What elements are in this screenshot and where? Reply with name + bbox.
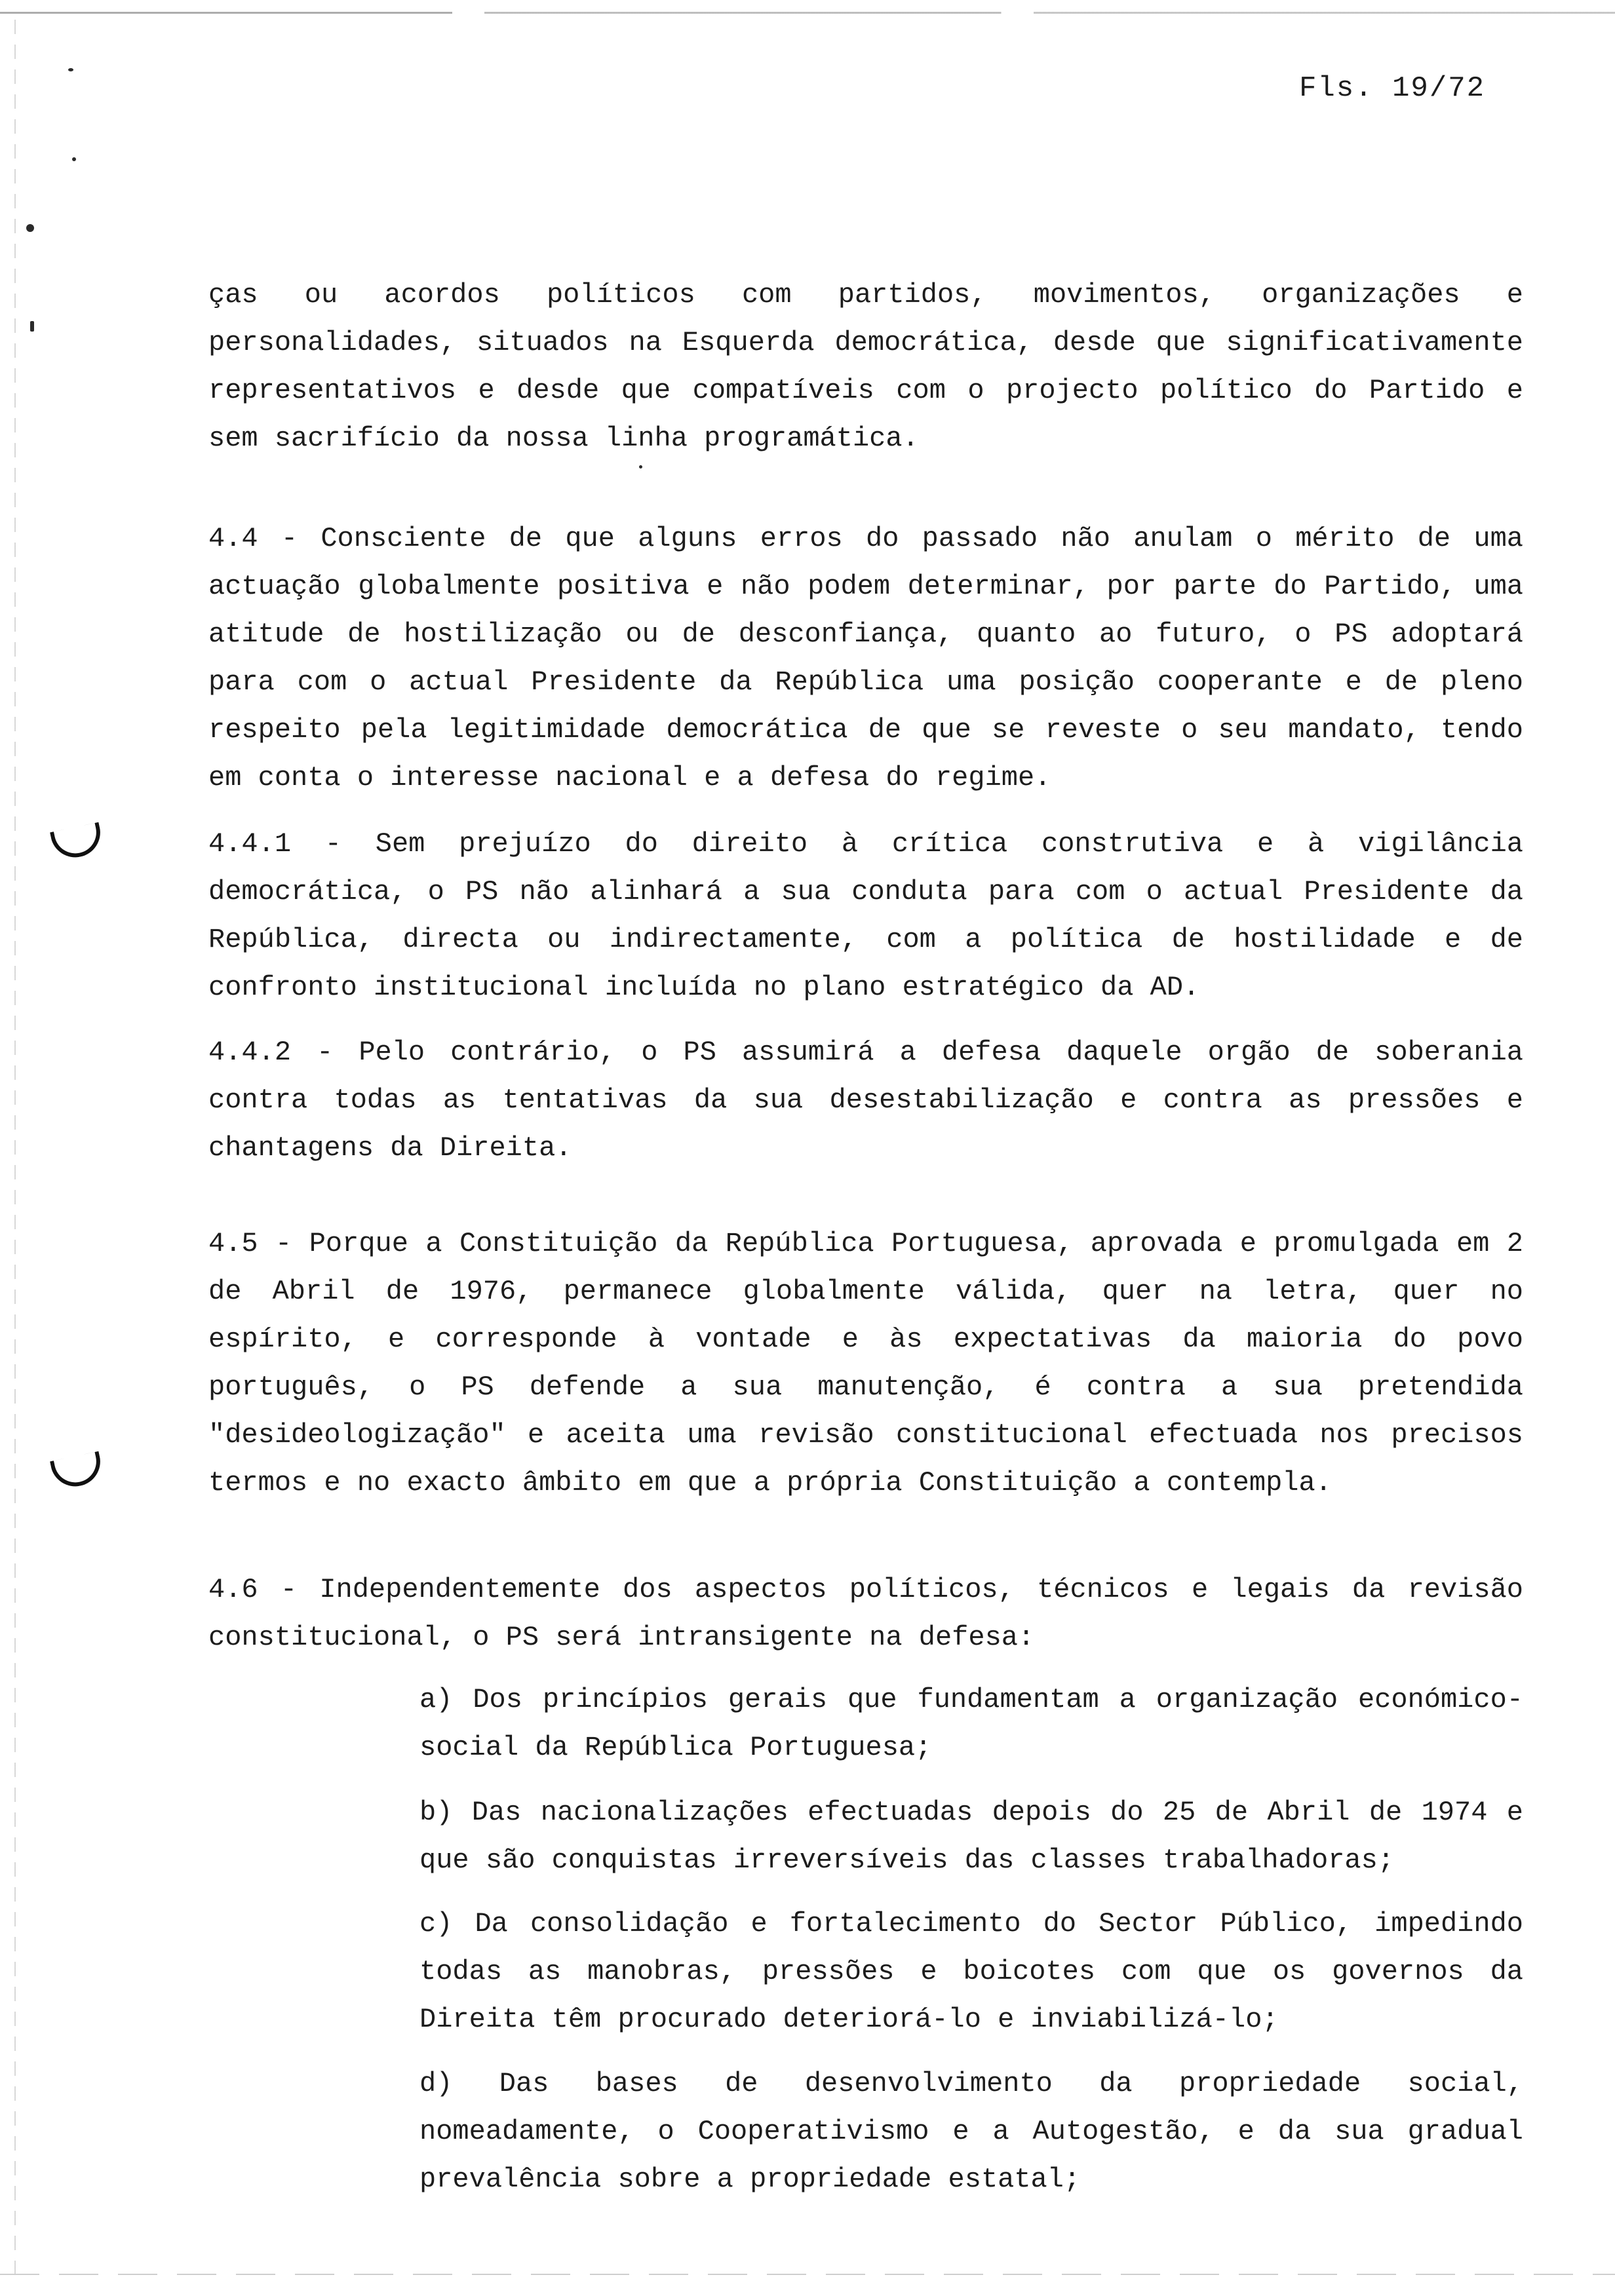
binder-hole-mark	[50, 1451, 105, 1491]
scan-left-edge	[14, 20, 16, 2274]
scan-bottom-edge	[0, 2274, 1615, 2275]
paragraph-4-4: 4.4 - Consciente de que alguns erros do passado não anulam o mérito de uma actuação globalmente positiva e não podem determinar, por parte do Partido, uma atitude de hostilização ou de desconfiança, quanto ao futuro, o PS adoptará para com o actual Presidente da República uma posição cooperante e de pleno respeito pela legitimidade democrática de que se reveste o seu mandato, tendo em conta o interesse nacional e a defesa do regime.	[208, 523, 1523, 794]
list-item-b: b) Das nacionalizações efectuadas depois do 25 de Abril de 1974 e que são conquistas irreversíveis das classes trabalhadoras;	[419, 1797, 1523, 1876]
list-item-a: a) Dos princípios gerais que fundamentam a organização económico-social da República Portuguesa;	[419, 1684, 1523, 1763]
scan-speck	[26, 224, 34, 232]
scan-speck	[72, 157, 76, 161]
scan-speck	[68, 68, 73, 71]
scan-speck	[639, 465, 642, 469]
paragraph-4-4-1: 4.4.1 - Sem prejuízo do direito à crítica construtiva e à vigilância democrática, o PS não alinhará a sua conduta para com o actual Presidente da República, directa ou indirectamente, com a política de hostilidade e de confronto institucional incluída no plano estratégico da AD.	[208, 828, 1523, 1003]
paragraph-continuation: ças ou acordos políticos com partidos, movimentos, organizações e personalidades, situados na Esquerda democrática, desde que significativamente representativos e desde que compatíveis com o projecto político do Partido e sem sacrifício da nossa linha programática.	[208, 279, 1523, 454]
scan-speck	[30, 321, 34, 332]
paragraph-4-6: 4.6 - Independentemente dos aspectos políticos, técnicos e legais da revisão constitucional, o PS será intransigente na defesa:	[208, 1574, 1523, 1653]
binder-hole-mark	[50, 822, 105, 862]
scan-top-edge	[0, 12, 1615, 14]
paragraph-4-4-2: 4.4.2 - Pelo contrário, o PS assumirá a defesa daquele orgão de soberania contra todas as tentativas da sua desestabilização e contra as pressões e chantagens da Direita.	[208, 1037, 1523, 1164]
list-item-c: c) Da consolidação e fortalecimento do Sector Público, impedindo todas as manobras, pressões e boicotes com que os governos da Direita têm procurado deteriorá-lo e inviabilizá-lo;	[419, 1908, 1523, 2035]
list-item-d: d) Das bases de desenvolvimento da propriedade social, nomeadamente, o Cooperativismo e a Autogestão, e da sua gradual prevalência sobre a propriedade estatal;	[419, 2068, 1523, 2195]
page-folio-number: Fls. 19/72	[1299, 72, 1486, 105]
paragraph-4-5: 4.5 - Porque a Constituição da República Portuguesa, aprovada e promulgada em 2 de Abril de 1976, permanece globalmente válida, quer na letra, quer no espírito, e corresponde à vontade e às expectativas da maioria do povo português, o PS defende a sua manutenção, é contra a sua pretendida "desideologização" e aceita uma revisão constitucional efectuada nos precisos termos e no exacto âmbito em que a própria Constituição a contempla.	[208, 1228, 1523, 1499]
